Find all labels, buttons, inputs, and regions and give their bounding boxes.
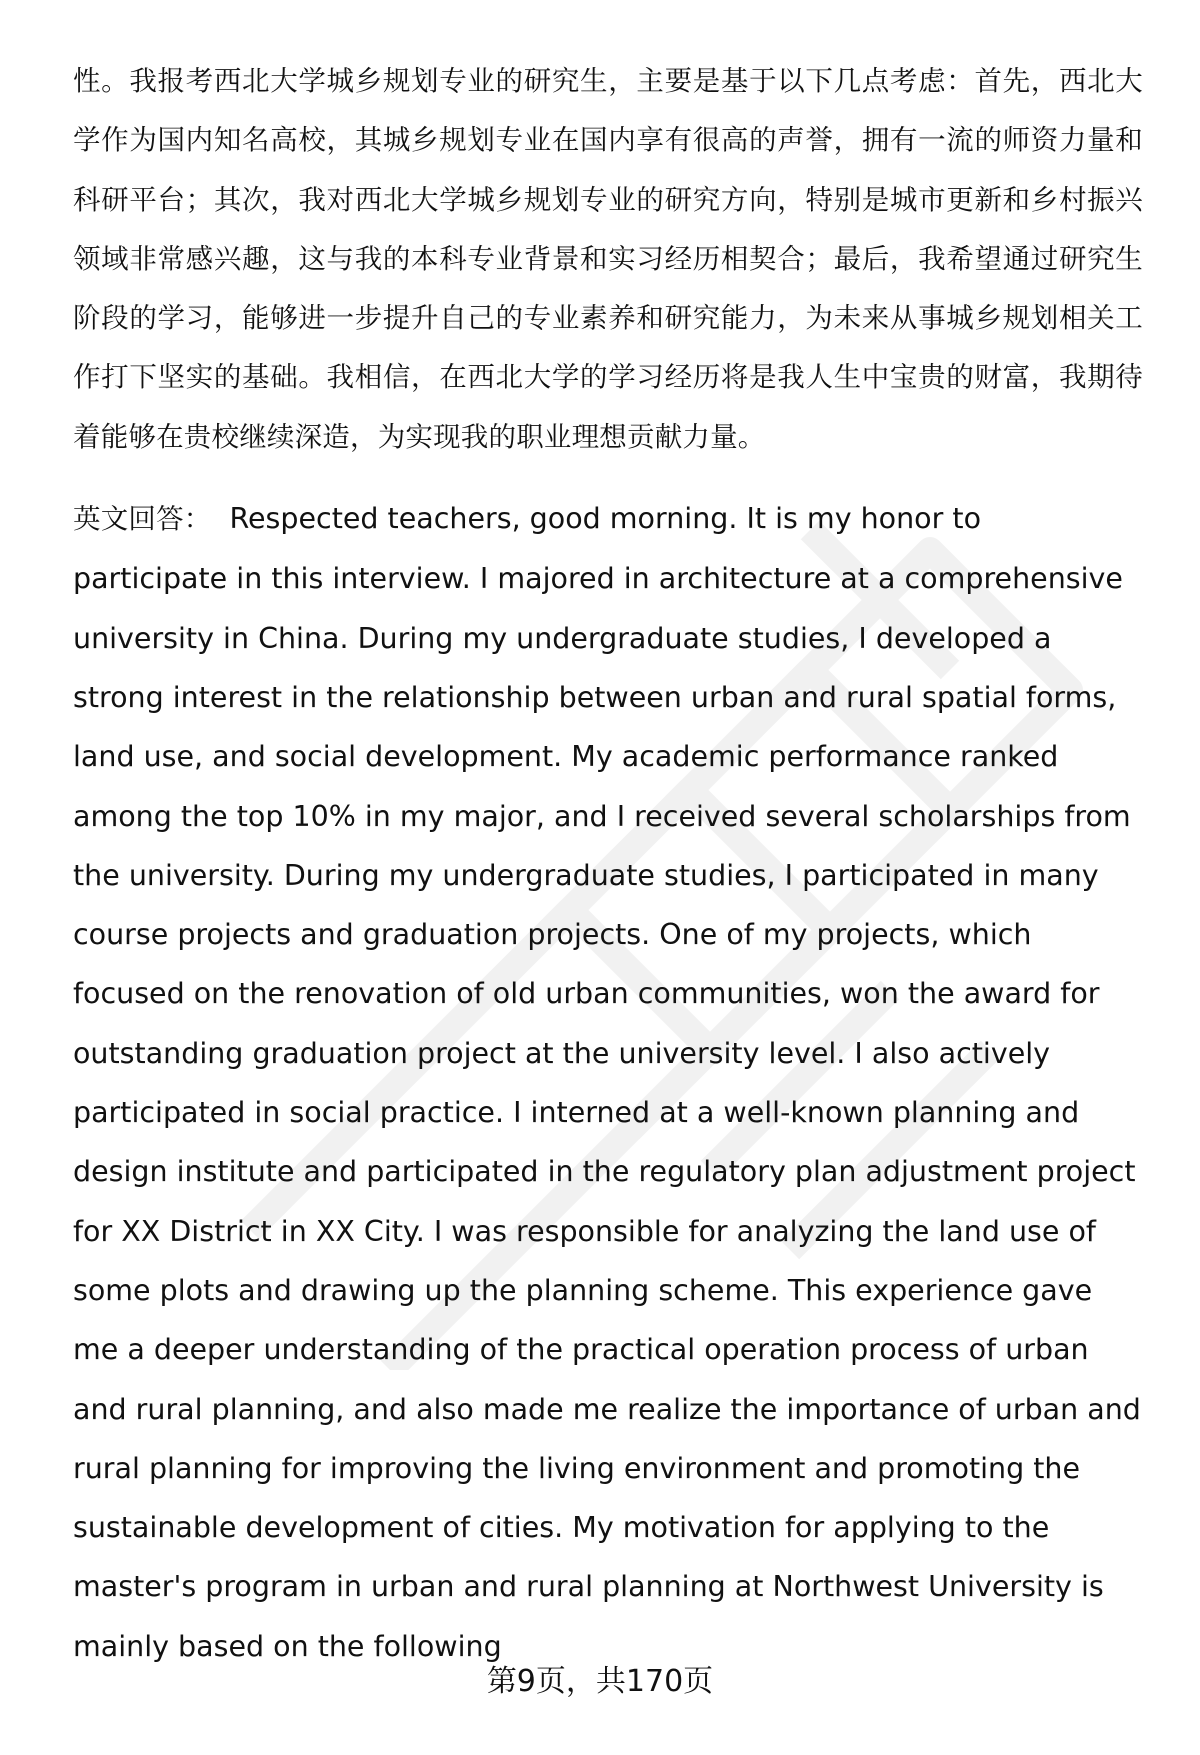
chinese-paragraph: 性。我报考西北大学城乡规划专业的研究生，主要是基于以下几点考虑：首先，西北大学作为国内知名高校，其城乡规划专业在国内享有很高的声誉，拥有一流的师资力量和科研平台；其次，我对西北大学城乡规划专业的研究方向，特别是城市更新和乡村振兴领域非常感兴趣，这与我的本科专业背景和实习经历相契合；最后，我希望通过研究生阶段的学习，能够进一步提升自己的专业素养和研究能力，为未来从事城乡规划相关工作打下坚实的基础。我相信，在西北大学的学习经历将是我人生中宝贵的财富，我期待着能够在贵校继续深造，为实现我的职业理想贡献力量。 xyxy=(73,65,1143,453)
english-answer-text: Respected teachers, good morning. It is my honor to participate in this interview. I majored in architecture at a comprehensive university in China. During my undergraduate studies, I developed a strong interest in the relationship between urban and rural spatial forms, land use, and social development. My academic performance ranked among the top 10% in my major, and I received several scholarships from the university. During my undergraduate studies, I participated in many course projects and graduation projects. One of my projects, which focused on the renovation of old urban communities, won the award for outstanding graduation project at the university level. I also actively participated in social practice. I interned at a well-known planning and design institute and participated in the regulatory plan adjustment project for XX District in XX City. I was responsible for analyzing the land use of some plots and drawing up the planning scheme. This experience gave me a deeper understanding of the practical operation process of urban and rural planning, and also made me realize the importance of urban and rural planning for improving the living environment and promoting the sustainable development of cities. My motivation for applying to the master's program in urban and rural planning at Northwest University is mainly based on the following xyxy=(73,502,1141,1663)
page-footer: 第9页，共170页 xyxy=(486,1664,714,1699)
english-answer-paragraph xyxy=(73,489,1143,1676)
document-body xyxy=(73,52,1143,1676)
english-answer-label: 英文回答： xyxy=(73,503,212,536)
